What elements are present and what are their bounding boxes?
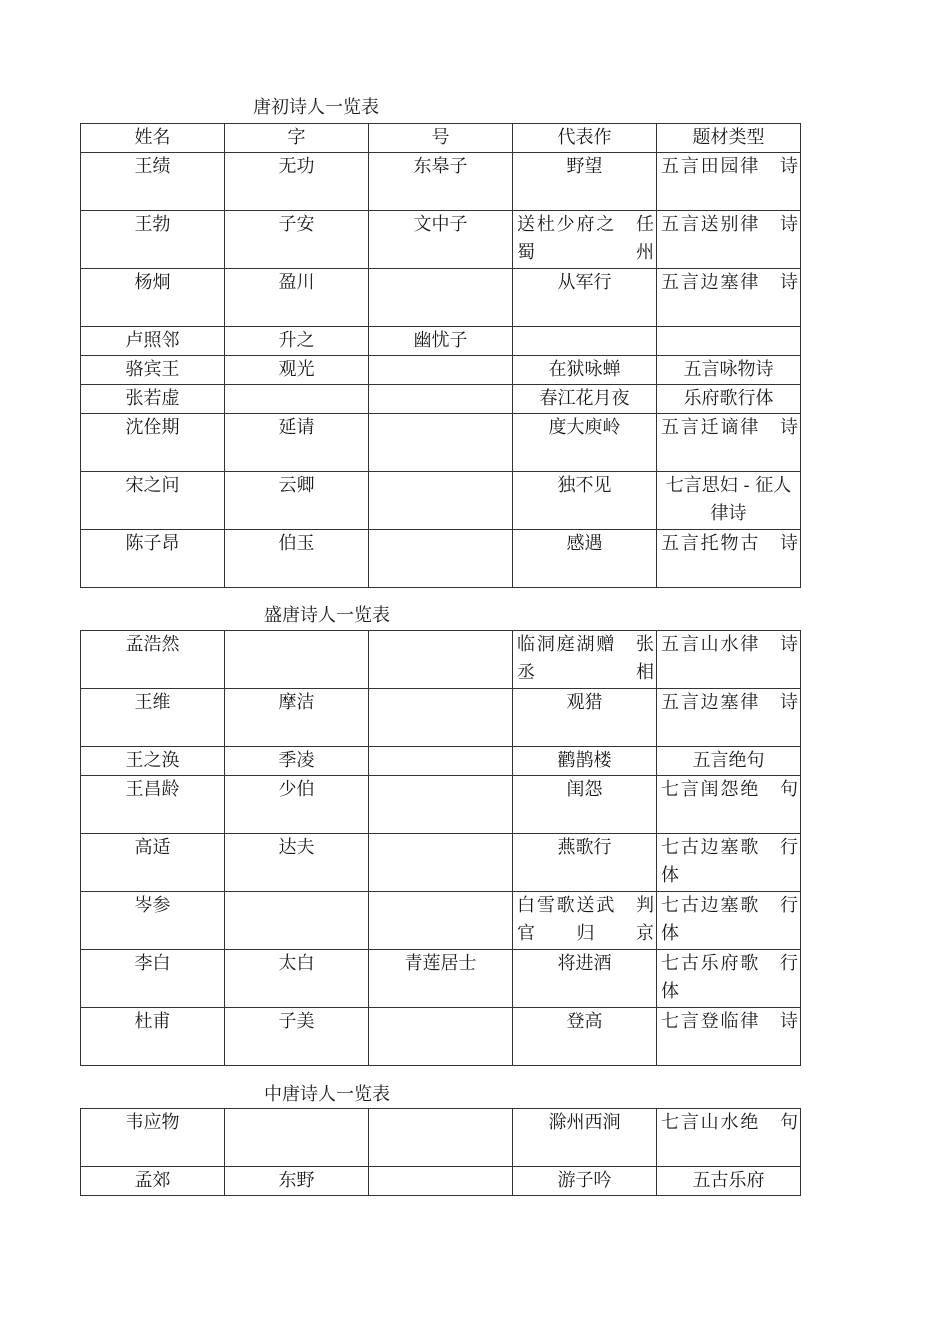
genre-cell: 七言思妇 - 征人律诗 bbox=[657, 472, 801, 530]
table-row bbox=[81, 1008, 801, 1066]
representative-work-cell: 在狱咏蝉 bbox=[513, 356, 657, 385]
genre-cell: 七古边塞歌 行体 bbox=[657, 834, 801, 892]
courtesy-name-cell: 云卿 bbox=[225, 472, 369, 530]
section-title-mid-tang: 中唐诗人一览表 bbox=[264, 1084, 390, 1105]
table-row bbox=[81, 747, 801, 776]
genre-cell: 五言绝句 bbox=[657, 747, 801, 776]
table-row bbox=[81, 385, 801, 414]
art-name-cell: 文中子 bbox=[369, 211, 513, 269]
genre-cell: 五古乐府 bbox=[657, 1167, 801, 1196]
poet-name-cell: 王绩 bbox=[81, 153, 225, 211]
genre-cell: 七言山水绝 句 bbox=[657, 1109, 801, 1167]
genre-cell bbox=[657, 327, 801, 356]
courtesy-name-cell: 太白 bbox=[225, 950, 369, 1008]
poet-name-cell: 王昌龄 bbox=[81, 776, 225, 834]
representative-work-cell: 鹳鹊楼 bbox=[513, 747, 657, 776]
poet-name-cell: 王之涣 bbox=[81, 747, 225, 776]
genre-cell: 五言送别律 诗 bbox=[657, 211, 801, 269]
table-row bbox=[81, 631, 801, 689]
genre-cell: 七言登临律 诗 bbox=[657, 1008, 801, 1066]
art-name-cell bbox=[369, 530, 513, 588]
courtesy-name-cell: 少伯 bbox=[225, 776, 369, 834]
representative-work-cell: 将进酒 bbox=[513, 950, 657, 1008]
poet-name-cell: 王维 bbox=[81, 689, 225, 747]
poet-name-cell: 杜甫 bbox=[81, 1008, 225, 1066]
poet-name-cell: 卢照邻 bbox=[81, 327, 225, 356]
art-name-cell bbox=[369, 385, 513, 414]
section-title-high-tang: 盛唐诗人一览表 bbox=[264, 605, 390, 626]
art-name-cell bbox=[369, 414, 513, 472]
poet-name-cell: 李白 bbox=[81, 950, 225, 1008]
poet-name-cell: 孟浩然 bbox=[81, 631, 225, 689]
art-name-cell bbox=[369, 472, 513, 530]
section-title-early-tang: 唐初诗人一览表 bbox=[253, 97, 379, 118]
header-zi: 字 bbox=[225, 124, 369, 153]
poet-name-cell: 王勃 bbox=[81, 211, 225, 269]
courtesy-name-cell: 摩洁 bbox=[225, 689, 369, 747]
poet-name-cell: 骆宾王 bbox=[81, 356, 225, 385]
art-name-cell bbox=[369, 689, 513, 747]
art-name-cell bbox=[369, 1008, 513, 1066]
high-tang-poets-table bbox=[80, 630, 801, 1066]
representative-work-cell: 观猎 bbox=[513, 689, 657, 747]
art-name-cell bbox=[369, 1167, 513, 1196]
representative-work-cell: 白雪歌送武 判官归京 bbox=[513, 892, 657, 950]
art-name-cell: 东皋子 bbox=[369, 153, 513, 211]
representative-work-cell: 从军行 bbox=[513, 269, 657, 327]
table-row bbox=[81, 414, 801, 472]
poet-name-cell: 沈佺期 bbox=[81, 414, 225, 472]
poet-name-cell: 孟郊 bbox=[81, 1167, 225, 1196]
courtesy-name-cell bbox=[225, 892, 369, 950]
representative-work-cell: 临洞庭湖赠 张丞相 bbox=[513, 631, 657, 689]
art-name-cell: 幽忧子 bbox=[369, 327, 513, 356]
table-row bbox=[81, 356, 801, 385]
courtesy-name-cell: 伯玉 bbox=[225, 530, 369, 588]
table-row bbox=[81, 530, 801, 588]
representative-work-cell: 登高 bbox=[513, 1008, 657, 1066]
art-name-cell bbox=[369, 834, 513, 892]
courtesy-name-cell bbox=[225, 385, 369, 414]
early-tang-rows bbox=[81, 153, 801, 588]
representative-work-cell bbox=[513, 327, 657, 356]
courtesy-name-cell bbox=[225, 1109, 369, 1167]
courtesy-name-cell: 达夫 bbox=[225, 834, 369, 892]
art-name-cell bbox=[369, 356, 513, 385]
genre-cell: 五言山水律 诗 bbox=[657, 631, 801, 689]
header-hao: 号 bbox=[369, 124, 513, 153]
genre-cell: 五言托物古 诗 bbox=[657, 530, 801, 588]
header-genre: 题材类型 bbox=[657, 124, 801, 153]
poet-name-cell: 韦应物 bbox=[81, 1109, 225, 1167]
representative-work-cell: 独不见 bbox=[513, 472, 657, 530]
representative-work-cell: 游子吟 bbox=[513, 1167, 657, 1196]
art-name-cell bbox=[369, 892, 513, 950]
table-row bbox=[81, 211, 801, 269]
mid-tang-poets-table bbox=[80, 1108, 801, 1196]
genre-cell: 七古乐府歌 行体 bbox=[657, 950, 801, 1008]
table-row bbox=[81, 327, 801, 356]
poet-name-cell: 宋之问 bbox=[81, 472, 225, 530]
courtesy-name-cell: 子美 bbox=[225, 1008, 369, 1066]
high-tang-rows bbox=[81, 631, 801, 1066]
courtesy-name-cell: 升之 bbox=[225, 327, 369, 356]
representative-work-cell: 春江花月夜 bbox=[513, 385, 657, 414]
table-row bbox=[81, 1109, 801, 1167]
genre-cell: 五言咏物诗 bbox=[657, 356, 801, 385]
courtesy-name-cell: 观光 bbox=[225, 356, 369, 385]
art-name-cell: 青莲居士 bbox=[369, 950, 513, 1008]
table-row bbox=[81, 269, 801, 327]
representative-work-cell: 燕歌行 bbox=[513, 834, 657, 892]
table-row bbox=[81, 834, 801, 892]
representative-work-cell: 野望 bbox=[513, 153, 657, 211]
genre-cell: 五言边塞律 诗 bbox=[657, 269, 801, 327]
poet-name-cell: 陈子昂 bbox=[81, 530, 225, 588]
poet-name-cell: 张若虚 bbox=[81, 385, 225, 414]
representative-work-cell: 度大庾岭 bbox=[513, 414, 657, 472]
genre-cell: 五言田园律 诗 bbox=[657, 153, 801, 211]
poet-name-cell: 杨炯 bbox=[81, 269, 225, 327]
courtesy-name-cell bbox=[225, 631, 369, 689]
representative-work-cell: 送杜少府之 任蜀州 bbox=[513, 211, 657, 269]
table-row bbox=[81, 776, 801, 834]
table-row bbox=[81, 689, 801, 747]
representative-work-cell: 闺怨 bbox=[513, 776, 657, 834]
art-name-cell bbox=[369, 747, 513, 776]
art-name-cell bbox=[369, 776, 513, 834]
courtesy-name-cell: 延请 bbox=[225, 414, 369, 472]
courtesy-name-cell: 子安 bbox=[225, 211, 369, 269]
art-name-cell bbox=[369, 269, 513, 327]
poet-name-cell: 高适 bbox=[81, 834, 225, 892]
art-name-cell bbox=[369, 631, 513, 689]
table-row bbox=[81, 892, 801, 950]
courtesy-name-cell: 无功 bbox=[225, 153, 369, 211]
table-row bbox=[81, 1167, 801, 1196]
table-header-row bbox=[81, 124, 801, 153]
poet-name-cell: 岑参 bbox=[81, 892, 225, 950]
genre-cell: 五言迁谪律 诗 bbox=[657, 414, 801, 472]
genre-cell: 七古边塞歌 行体 bbox=[657, 892, 801, 950]
genre-cell: 五言边塞律 诗 bbox=[657, 689, 801, 747]
mid-tang-rows bbox=[81, 1109, 801, 1196]
courtesy-name-cell: 盈川 bbox=[225, 269, 369, 327]
representative-work-cell: 滁州西涧 bbox=[513, 1109, 657, 1167]
early-tang-poets-table bbox=[80, 123, 801, 588]
genre-cell: 乐府歌行体 bbox=[657, 385, 801, 414]
genre-cell: 七言闺怨绝 句 bbox=[657, 776, 801, 834]
representative-work-cell: 感遇 bbox=[513, 530, 657, 588]
courtesy-name-cell: 季凌 bbox=[225, 747, 369, 776]
table-row bbox=[81, 950, 801, 1008]
courtesy-name-cell: 东野 bbox=[225, 1167, 369, 1196]
table-row bbox=[81, 472, 801, 530]
header-name: 姓名 bbox=[81, 124, 225, 153]
header-work: 代表作 bbox=[513, 124, 657, 153]
table-row bbox=[81, 153, 801, 211]
art-name-cell bbox=[369, 1109, 513, 1167]
